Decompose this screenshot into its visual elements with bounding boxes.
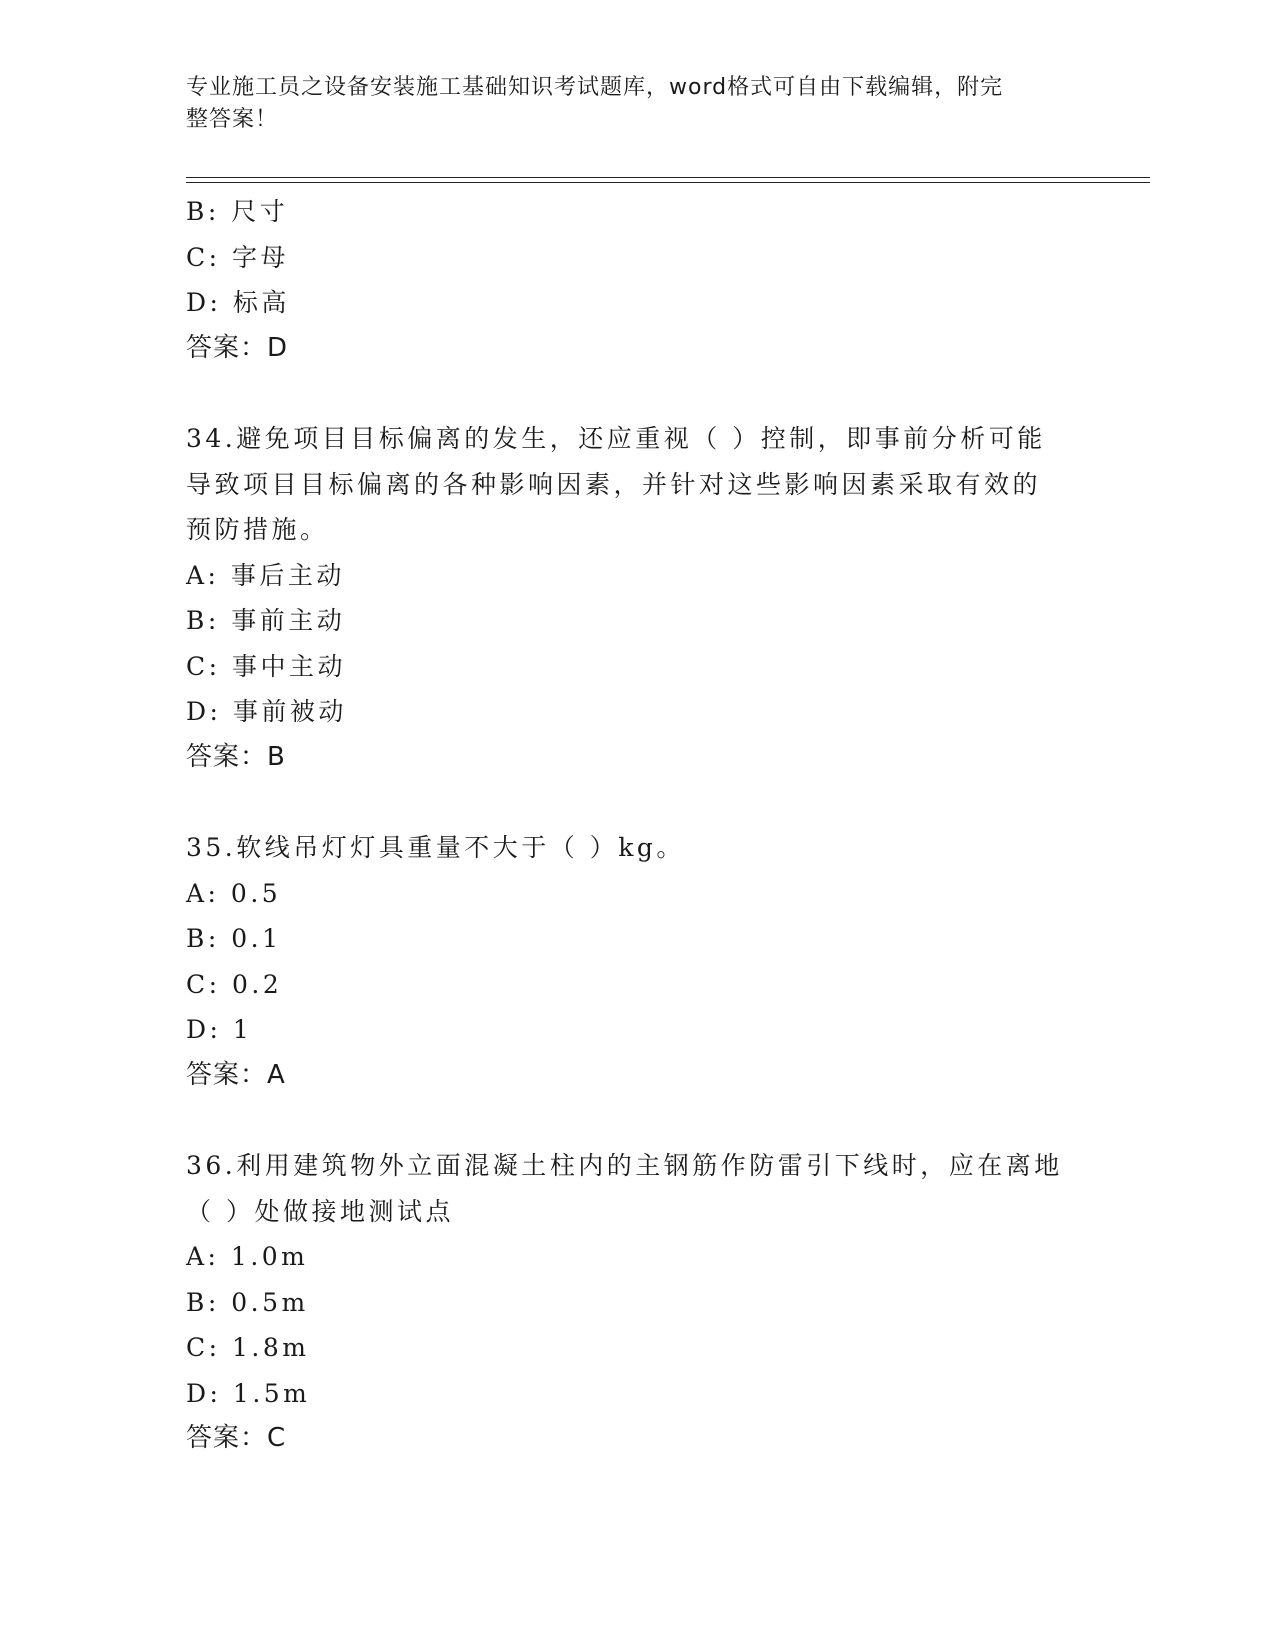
option-c: C: 事中主动 bbox=[186, 651, 346, 681]
question-content bbox=[186, 189, 1086, 1462]
option-d: D: 标高 bbox=[186, 288, 290, 317]
document-header bbox=[186, 72, 1066, 136]
question-text-line: 预防措施。 bbox=[186, 515, 329, 544]
answer-line: 答案：B bbox=[186, 741, 286, 772]
option-a: A: 事后主动 bbox=[186, 560, 345, 590]
header-title-line-1: 专业施工员之设备安装施工基础知识考试题库，word格式可自由下载编辑，附完 bbox=[186, 75, 1004, 100]
option-b: B: 0.1 bbox=[186, 924, 282, 953]
option-c: C: 字母 bbox=[186, 242, 289, 272]
answer-line: 答案：D bbox=[186, 332, 289, 363]
option-b: B: 0.5m bbox=[186, 1287, 309, 1317]
option-c: C: 0.2 bbox=[186, 969, 283, 999]
question-continued bbox=[186, 189, 1086, 371]
option-a: A: 1.0m bbox=[186, 1242, 309, 1271]
question-spacer bbox=[186, 1098, 1086, 1143]
option-b: B: 事前主动 bbox=[186, 606, 346, 635]
question-35 bbox=[186, 825, 1086, 1098]
question-text-line: 36.利用建筑物外立面混凝土柱内的主钢筋作防雷引下线时，应在离地 bbox=[186, 1151, 1063, 1180]
option-d: D: 1 bbox=[186, 1015, 253, 1044]
option-d: D: 事前被动 bbox=[186, 697, 347, 726]
question-34 bbox=[186, 416, 1086, 780]
question-spacer bbox=[186, 371, 1086, 416]
header-title-line-2: 整答案！ bbox=[186, 107, 279, 132]
option-a: A: 0.5 bbox=[186, 878, 282, 908]
question-text-line: （ ）处做接地测试点 bbox=[186, 1196, 454, 1226]
option-c: C: 1.8m bbox=[186, 1333, 310, 1362]
question-36 bbox=[186, 1143, 1086, 1462]
answer-line: 答案：A bbox=[186, 1059, 286, 1090]
question-text-line: 导致项目目标偏离的各种影响因素，并针对这些影响因素采取有效的 bbox=[186, 469, 1042, 499]
question-text-line: 35.软线吊灯灯具重量不大于（ ）kg。 bbox=[186, 833, 685, 862]
question-text-line: 34.避免项目目标偏离的发生，还应重视（ ）控制，即事前分析可能 bbox=[186, 424, 1046, 453]
option-d: D: 1.5m bbox=[186, 1378, 311, 1408]
option-b: B: 尺寸 bbox=[186, 197, 289, 226]
header-divider-bottom bbox=[186, 182, 1150, 183]
answer-line: 答案：C bbox=[186, 1423, 287, 1453]
header-divider-top bbox=[186, 177, 1150, 178]
question-spacer bbox=[186, 780, 1086, 825]
